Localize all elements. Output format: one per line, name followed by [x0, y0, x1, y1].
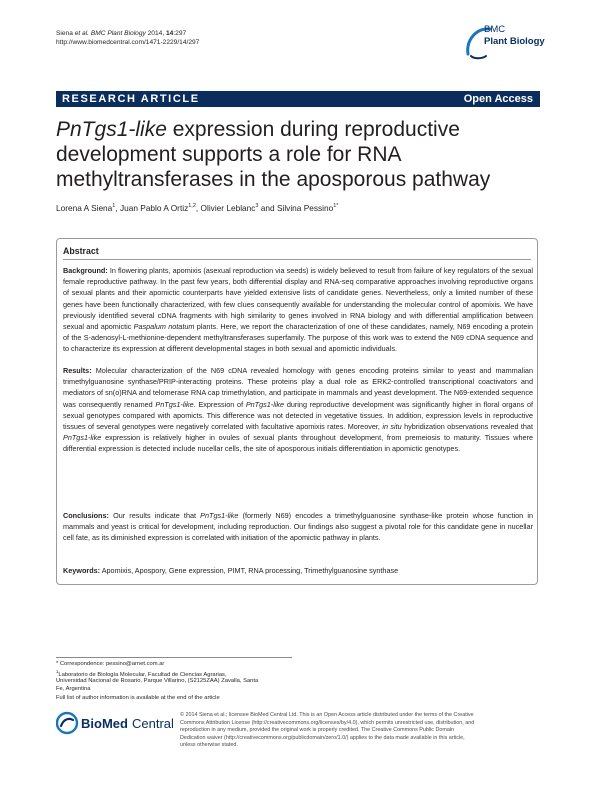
abstract-divider: [63, 259, 531, 260]
results-text: expression is relatively higher in ovules of sexual plants throughout development, from premeiosis to maturity. Tissues where differential expression is detected include nucellar cells, the site of aposporous initials differentiation in apomictic genotypes.: [63, 433, 533, 454]
author-info-note: Full list of author information is available at the end of the article: [56, 694, 220, 701]
conclusions-text: Our results indicate that: [108, 511, 201, 520]
author-name[interactable]: Juan Pablo A Ortiz: [119, 203, 189, 213]
results-text: during reproductive development was significantly higher in floral organs of sexual genotypes compared with apomicts. This difference was not detected in vegetative tissues. In addition, expression levels in reproductive tissues of several genotypes were negatively correlated with facultative apomixis rates. Moreover,: [63, 399, 534, 432]
affiliation-line: Laboratorio de Biología Molecular, Facultad de Ciencias Agrarias,: [58, 672, 227, 679]
conclusions-label: Conclusions:: [63, 511, 109, 520]
citation-authors: Siena: [56, 30, 75, 37]
keywords-label: Keywords:: [63, 566, 101, 575]
author-affiliation-mark: 1: [112, 203, 116, 210]
abstract-results: [63, 365, 533, 455]
author-name[interactable]: Silvina Pessino: [276, 203, 334, 213]
citation-etal: et al.: [74, 30, 89, 37]
results-text: Molecular characterization of the N69 cDNA revealed homology with genes encoding proteins similar to yeast and mammalian trimethylguanosine synthase/PRIP-interacting proteins. These proteins play a dual role as ERK2-controlled transcriptional coactivators and mediators of sn(o)RNA and telomerase RNA cap trimethylation, and participate in mammals and yeast development. The N69-extended sequence was consequently renamed: [63, 366, 533, 409]
author-affiliation-mark: 1*: [333, 203, 339, 210]
license-line: unless otherwise stated.: [180, 742, 238, 749]
title-gene-name: PnTgs1-like: [56, 118, 167, 141]
author-name[interactable]: Lorena A Siena: [56, 203, 113, 213]
author-affiliation-mark: 1,2: [188, 203, 196, 210]
background-text: In flowering plants, apomixis (asexual reproduction via seeds) is widely believed to result from failure of key regulators of the sexual female reproductive pathway. In the past few years, both differential display and RNA-seq comparative approaches involving reproductive organs of sexual plants and their apomictic counterparts have yielded extensive lists of candidate genes. Nevertheless, only a limited number of these genes have been functionally characterized, with few clues consequently available for understanding the molecular control of apomixis. We have previously identified several cDNA fragments with high similarity to genes involved in RNA biology and with differential amplification between sexual and apomictic: [63, 266, 533, 332]
footnote-divider: [56, 657, 292, 658]
species-name: Paspalum notatum: [133, 322, 195, 332]
results-text: hybridization observations revealed that: [401, 422, 533, 432]
in-situ-term: in situ: [382, 422, 402, 432]
citation-url[interactable]: http://www.biomedcentral.com/1471-2229/14/297: [56, 39, 200, 46]
author-affiliation-mark: 3: [255, 203, 259, 210]
title-line-2: development supports a role for RNA: [56, 143, 402, 166]
author-list: Lorena A Siena$^1$, Juan Pablo A Ortiz$^{1,2}$, Olivier Leblanc$^3$ and Silvina Pessino$^{1*}$: [56, 203, 339, 213]
citation-page: :297: [173, 30, 187, 37]
license-line: reproduction in any medium, provided the original work is properly credited. The Creative Commons Public Domain: [180, 727, 455, 734]
logo-text-bio: BioMed: [81, 716, 128, 731]
biomed-central-logo-icon: [56, 710, 176, 736]
abstract-heading: Abstract: [63, 246, 99, 256]
title-line-1: expression during reproductive: [166, 118, 460, 141]
keywords-text: Apomixis, Apospory, Gene expression, PIMT, RNA processing, Trimethylguanosine synthase: [100, 566, 399, 575]
affiliation-line: Fe, Argentina: [56, 686, 91, 693]
conclusions-text: (formerly N69) encodes a trimethylguanosine synthase-like protein whose function in mammals and yeast is critical for development, including reproduction. Our findings also suggest a pivotal role for this candidate gene in nucellar cell fate, as its diminished expression is correlated with initiation of the apomictic pathway in plants.: [63, 511, 533, 543]
citation-journal: BMC Plant Biology: [89, 30, 146, 37]
article-title: [56, 117, 536, 192]
correspondence-note[interactable]: * Correspondence: pessino@arnet.com.ar: [56, 661, 165, 667]
gene-name: PnTgs1-like: [63, 433, 102, 443]
results-text: . Expression of: [193, 399, 246, 409]
citation-line-1: [56, 29, 199, 38]
affiliation-mark: 1: [56, 669, 59, 675]
abstract-keywords: [63, 565, 533, 576]
license-line: Dedication waiver (http://creativecommons.org/publicdomain/zero/1.0/) applies to the data made available in this article,: [180, 734, 465, 741]
affiliation-line: Universidad Nacional de Rosario, Parque Villarino, (S2125ZAA) Zavalla, Santa: [56, 677, 259, 684]
article-type-label: RESEARCH ARTICLE: [62, 93, 200, 105]
journal-logo-name: Plant Biology: [484, 36, 545, 47]
author-name[interactable]: Olivier Leblanc: [200, 203, 256, 213]
citation-volume: 14: [165, 30, 174, 37]
open-access-label: Open Access: [463, 93, 533, 105]
journal-logo-bmc: BMC: [484, 24, 506, 35]
gene-name: PnTgs1-like: [245, 399, 285, 409]
citation-header: [56, 29, 199, 47]
license-line: © 2014 Siena et al.; licensee BioMed Central Ltd. This is an Open Access article distributed under the terms of the Creative: [180, 712, 474, 718]
license-statement: [180, 712, 540, 750]
gene-name: PnTgs1-like: [155, 399, 194, 409]
abstract-background: [63, 265, 533, 355]
logo-text-central: Central: [132, 716, 174, 731]
citation-year: 2014,: [145, 30, 166, 37]
background-label: Background:: [63, 266, 108, 275]
results-label: Results:: [63, 366, 92, 375]
title-line-3: methyltransferases in the aposporous pathway: [56, 168, 491, 191]
gene-name: PnTgs1-like: [200, 511, 239, 520]
background-text: plants. Here, we report the characterization of one of these candidates, namely, N69 encoding a protein of the S-adenosyl-L-methionine-dependent methyltransferases superfamily. The purpose of this work was to extend the N69 cDNA sequence and to characterize its expression at different developmental stages in both sexual and apomictic individuals.: [63, 322, 533, 354]
license-line: Commons Attribution License (http://creativecommons.org/licenses/by/4.0), which permits unrestricted use, distribution, and: [180, 719, 475, 726]
abstract-conclusions: [63, 510, 533, 544]
